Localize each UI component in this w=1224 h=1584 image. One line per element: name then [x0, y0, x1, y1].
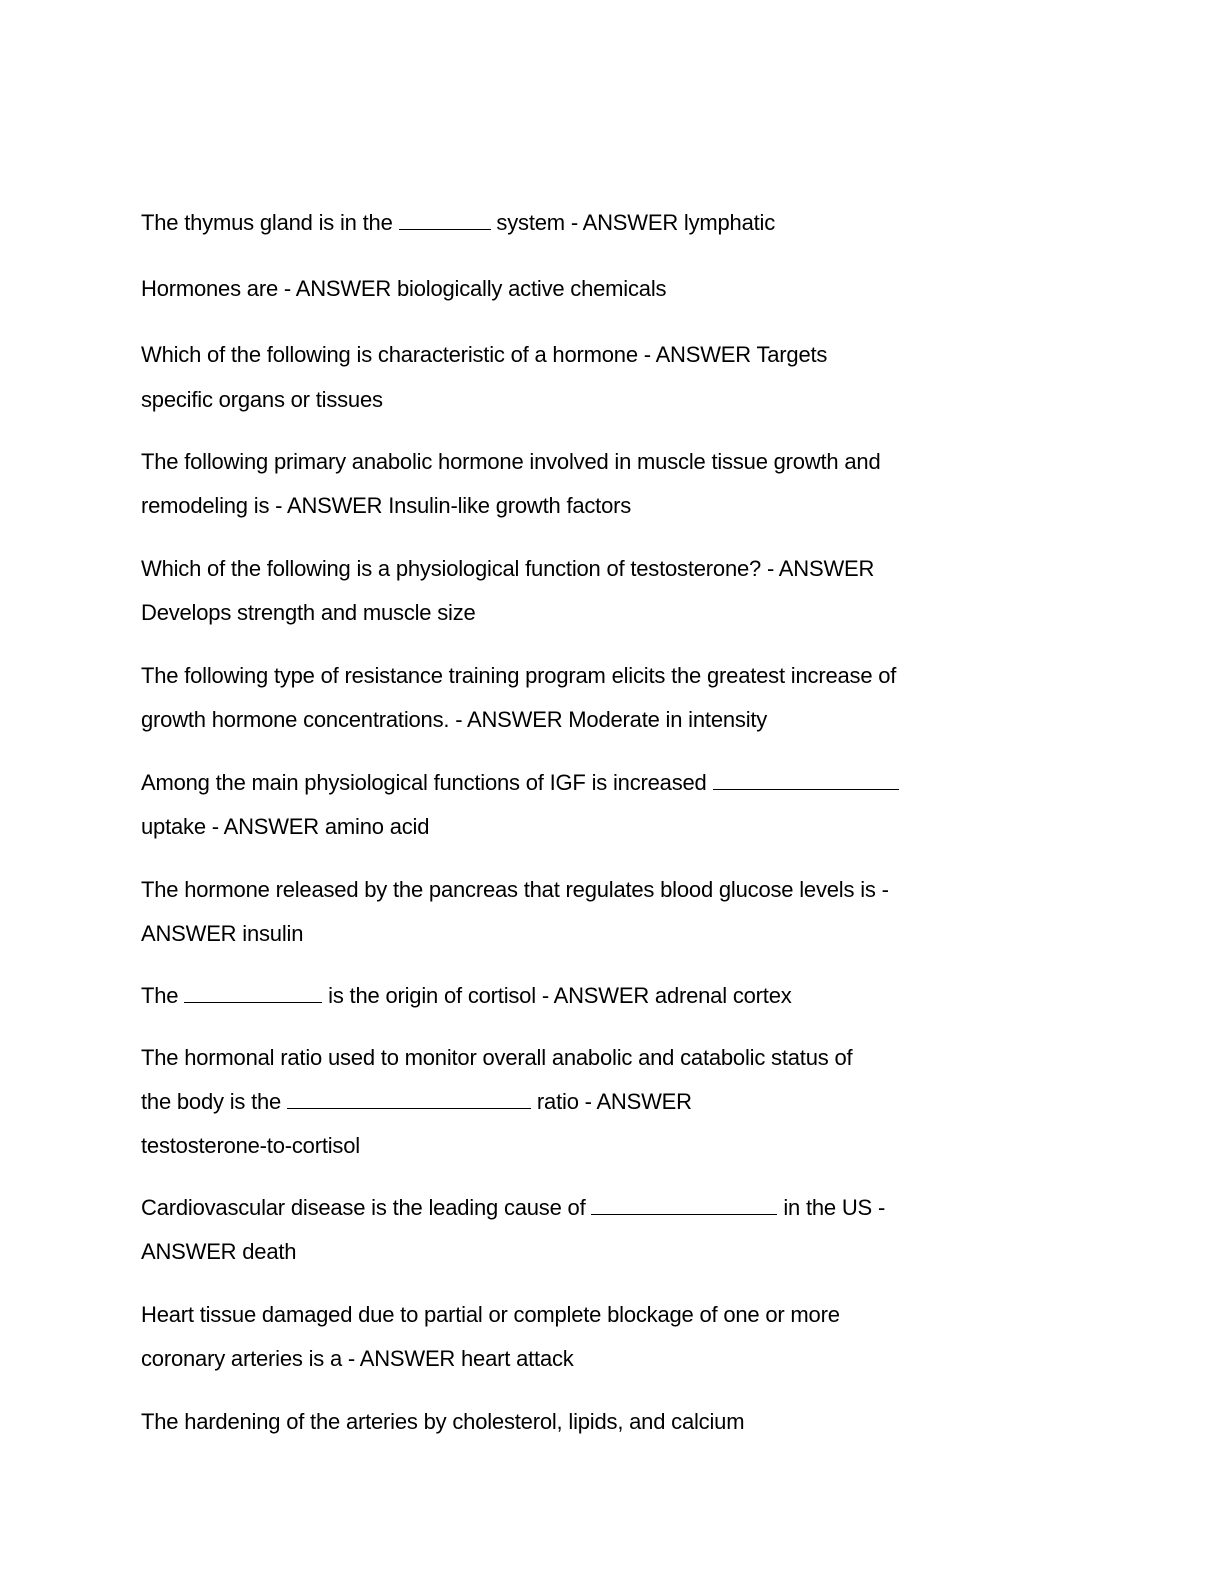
question-text: Among the main physiological functions of IGF is increased — [141, 770, 713, 795]
question-text: The — [141, 983, 185, 1008]
qa-line — [141, 1088, 692, 1116]
answer-text: ratio - ANSWER — [531, 1089, 692, 1114]
qa-line: remodeling is - ANSWER Insulin-like growth factors — [141, 493, 632, 518]
question-text: Cardiovascular disease is the leading cause of — [141, 1195, 592, 1220]
qa-line: uptake - ANSWER amino acid — [141, 814, 430, 839]
qa-line: The hormone released by the pancreas that regulates blood glucose levels is - — [141, 877, 889, 902]
qa-line: The following type of resistance training program elicits the greatest increase of — [141, 663, 897, 688]
fill-in-blank — [713, 771, 899, 790]
qa-line — [141, 769, 899, 797]
answer-text: in the US - — [777, 1195, 886, 1220]
fill-in-blank — [184, 984, 322, 1003]
qa-line — [141, 1194, 885, 1222]
answer-text: system - ANSWER lymphatic — [490, 210, 776, 235]
qa-line: Develops strength and muscle size — [141, 600, 476, 625]
fill-in-blank — [399, 211, 491, 230]
qa-line: Heart tissue damaged due to partial or complete blockage of one or more — [141, 1302, 840, 1327]
qa-line — [141, 209, 775, 237]
qa-line: testosterone-to-cortisol — [141, 1133, 360, 1158]
qa-line: The hardening of the arteries by cholesterol, lipids, and calcium — [141, 1409, 745, 1434]
qa-line — [141, 982, 792, 1010]
qa-line: The hormonal ratio used to monitor overall anabolic and catabolic status of — [141, 1045, 853, 1070]
qa-line: ANSWER death — [141, 1239, 297, 1264]
qa-line: specific organs or tissues — [141, 387, 383, 412]
fill-in-blank — [591, 1196, 777, 1215]
qa-line: coronary arteries is a - ANSWER heart attack — [141, 1346, 574, 1371]
qa-line: Which of the following is a physiological function of testosterone? - ANSWER — [141, 556, 875, 581]
fill-in-blank — [287, 1090, 531, 1109]
qa-line: Which of the following is characteristic of a hormone - ANSWER Targets — [141, 342, 828, 367]
question-text: The thymus gland is in the — [141, 210, 399, 235]
qa-line: growth hormone concentrations. - ANSWER Moderate in intensity — [141, 707, 768, 732]
answer-text: is the origin of cortisol - ANSWER adrenal cortex — [322, 983, 792, 1008]
qa-line: Hormones are - ANSWER biologically active chemicals — [141, 276, 667, 301]
qa-line: The following primary anabolic hormone involved in muscle tissue growth and — [141, 449, 881, 474]
qa-line: ANSWER insulin — [141, 921, 304, 946]
question-text: the body is the — [141, 1089, 288, 1114]
